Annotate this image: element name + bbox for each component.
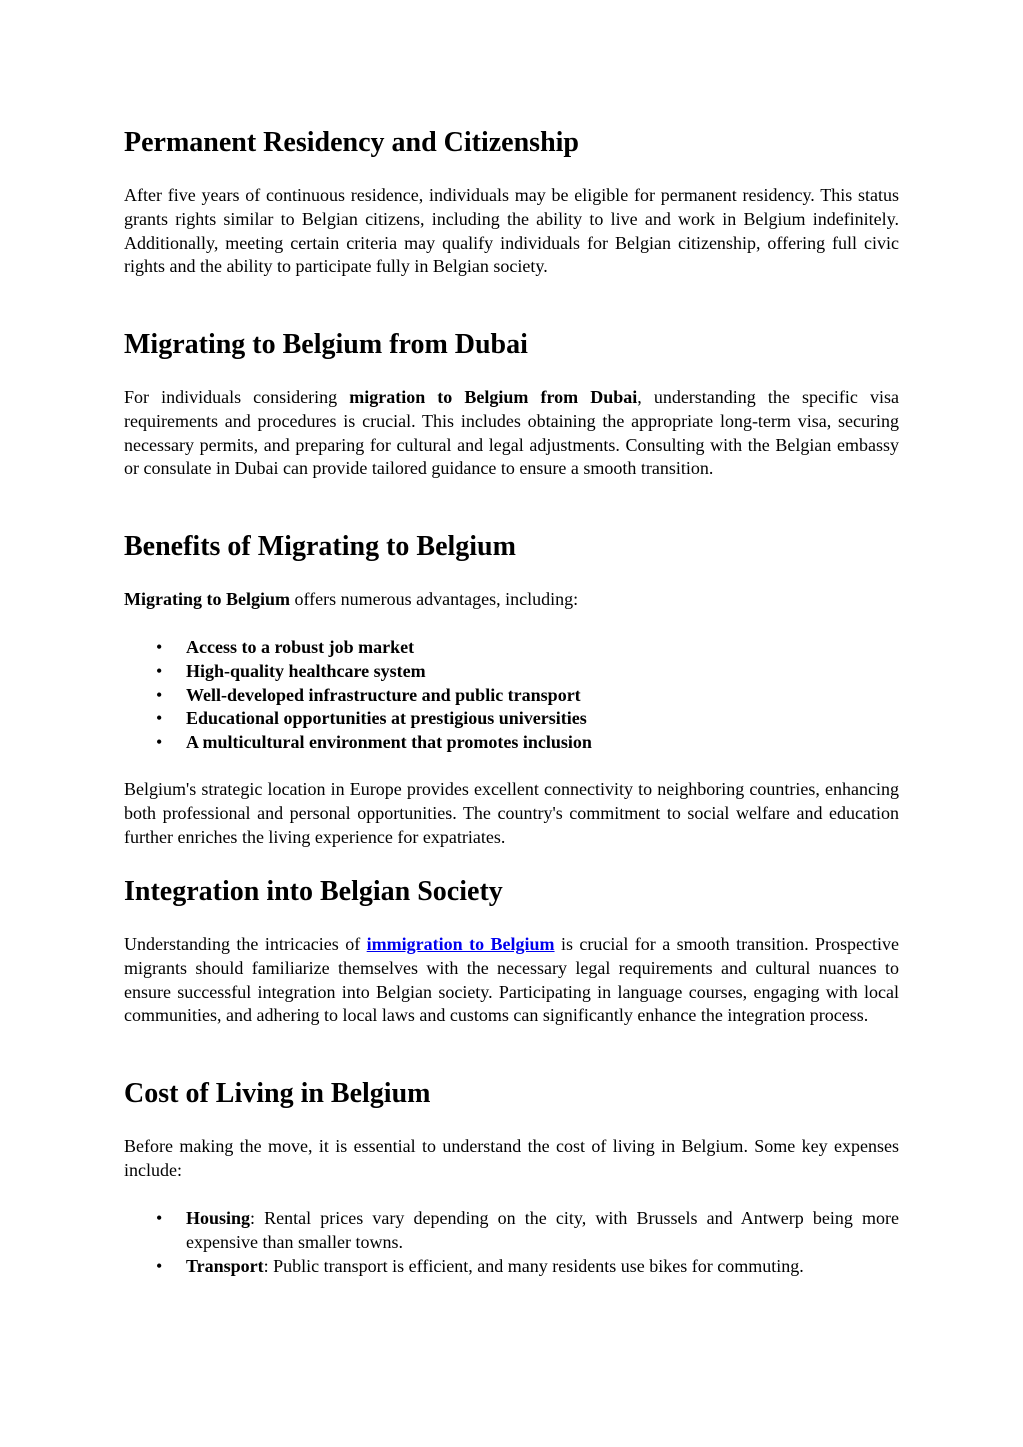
bullet-icon: • (156, 1255, 163, 1276)
benefits-list (124, 636, 899, 755)
bullet-icon: • (156, 660, 163, 681)
paragraph-dubai (124, 386, 899, 481)
cost-item-term: Housing (186, 1208, 251, 1228)
heading-cost: Cost of Living in Belgium (124, 1078, 431, 1109)
bullet-icon: • (156, 637, 163, 657)
heading-integration: Integration into Belgian Society (124, 876, 503, 907)
cost-item-term: Transport (186, 1255, 264, 1276)
paragraph-integration (124, 933, 899, 1028)
bullet-icon: • (156, 732, 163, 753)
cost-item-text: : Public transport is efficient, and many residents use bikes for commuting. (263, 1255, 804, 1276)
benefit-item-text: Well-developed infrastructure and public transport (186, 684, 581, 705)
list-item (124, 1207, 899, 1255)
list-item (124, 660, 899, 684)
benefit-item-text: A multicultural environment that promotes inclusion (186, 732, 592, 753)
benefit-item-text: Educational opportunities at prestigious universities (186, 708, 587, 729)
benefit-item-text: High-quality healthcare system (186, 660, 426, 681)
heading-residency: Permanent Residency and Citizenship (124, 127, 579, 158)
heading-benefits: Benefits of Migrating to Belgium (124, 531, 516, 562)
cost-list (124, 1207, 899, 1278)
list-item (124, 684, 899, 708)
immigration-link[interactable]: immigration to Belgium (366, 934, 555, 954)
heading-dubai: Migrating to Belgium from Dubai (124, 329, 528, 360)
benefits-intro-rest: offers numerous advantages, including: (289, 589, 579, 609)
list-item (124, 731, 899, 755)
dubai-text-bold: migration to Belgium from Dubai (349, 387, 638, 407)
integration-text-post: is crucial for a smooth transition. Prospective migrants should familiarize themselves with the necessary legal requirements and cultural nuances to ensure successful integration into Belgian society. Participating in language courses, engaging with local communities, and adhering to local laws and customs can significantly enhance the integration process. (124, 934, 899, 1026)
dubai-text-post: , understanding the specific visa requirements and procedures is crucial. This includes obtaining the appropriate long-term visa, securing necessary permits, and preparing for cultural and legal adjustments. Consulting with the Belgian embassy or consulate in Dubai can provide tailored guidance to ensure a smooth transition. (124, 387, 899, 479)
benefits-intro-bold: Migrating to Belgium (124, 589, 290, 609)
bullet-icon: • (156, 1208, 163, 1228)
benefit-item-text: Access to a robust job market (186, 637, 415, 657)
list-item (124, 1255, 899, 1279)
integration-text-pre: Understanding the intricacies of (124, 934, 367, 954)
paragraph-benefits-closing: Belgium's strategic location in Europe provides excellent connectivity to neighboring countries, enhancing both professional and personal opportunities. The country's commitment to social welfare and education further enriches the living experience for expatriates. (124, 779, 899, 847)
paragraph-benefits-intro (124, 588, 899, 612)
bullet-icon: • (156, 708, 163, 729)
list-item (124, 707, 899, 731)
cost-item-text: : Rental prices vary depending on the city, with Brussels and Antwerp being more expensive than smaller towns. (186, 1208, 899, 1252)
paragraph-residency: After five years of continuous residence, individuals may be eligible for permanent residency. This status grants rights similar to Belgian citizens, including the ability to live and work in Belgium indefinitely. Additionally, meeting certain criteria may qualify individuals for Belgian citizenship, offering full civic rights and the ability to participate fully in Belgian society. (124, 185, 899, 277)
list-item (124, 636, 899, 660)
dubai-text-pre: For individuals considering (124, 387, 350, 407)
paragraph-cost-intro: Before making the move, it is essential to understand the cost of living in Belgium. Some key expenses include: (124, 1136, 899, 1180)
bullet-icon: • (156, 684, 163, 705)
